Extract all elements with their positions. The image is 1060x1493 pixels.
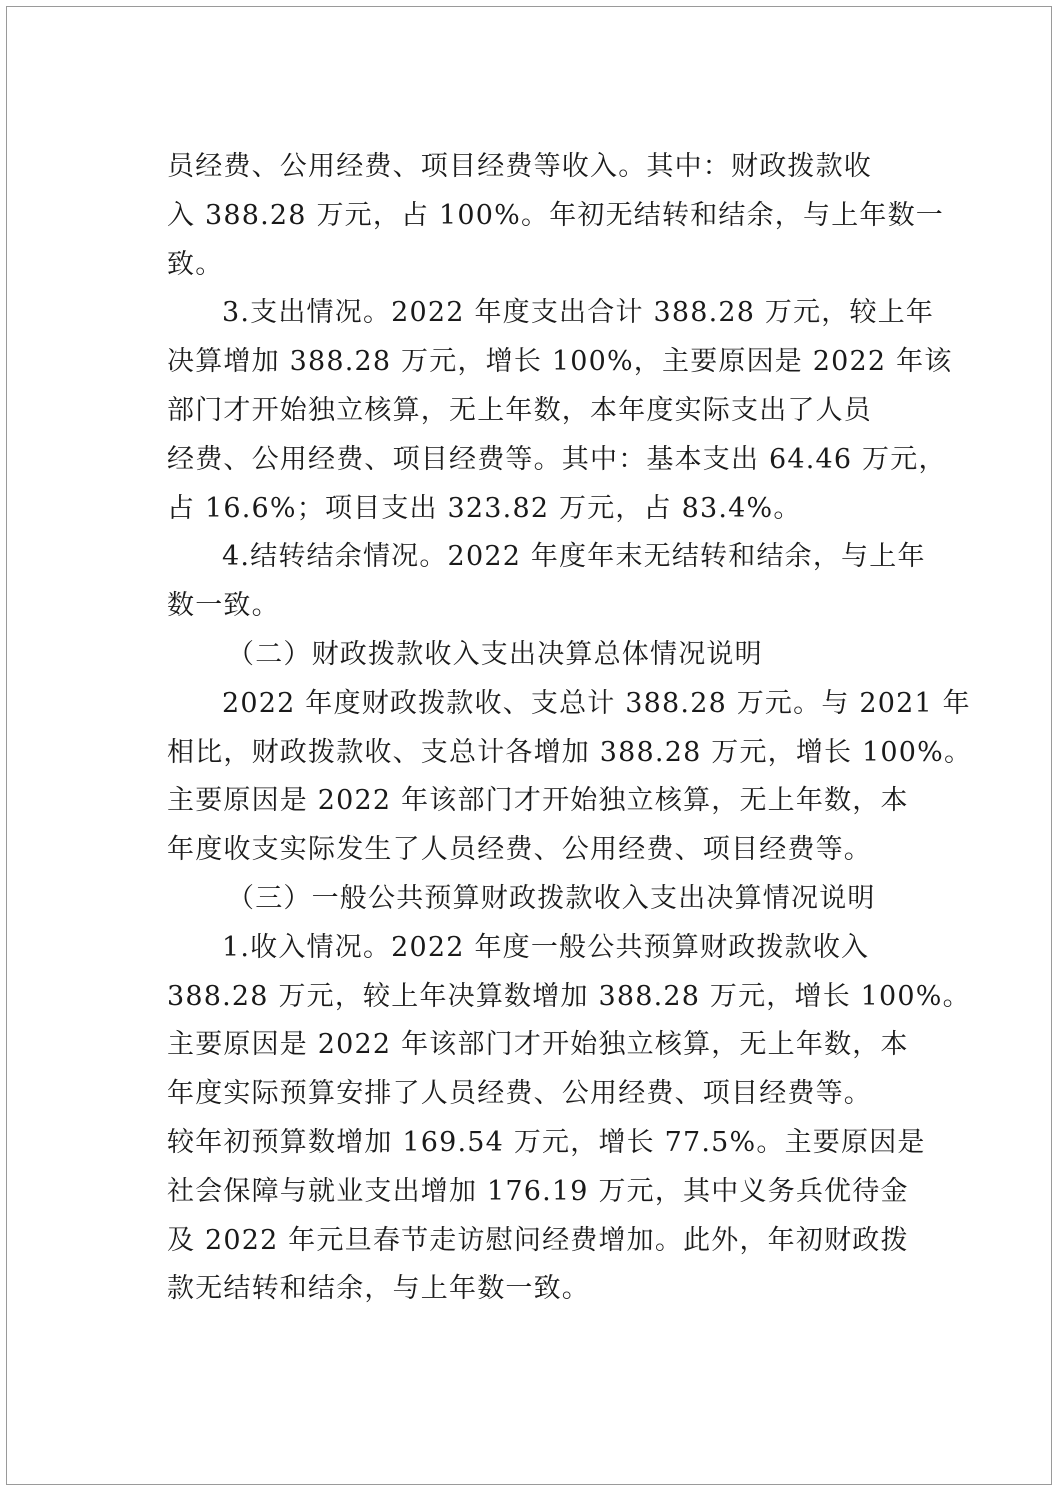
text-line: 占 16.6%；项目支出 323.82 万元，占 83.4%。 xyxy=(167,492,802,524)
text-line: 员经费、公用经费、项目经费等收入。其中：财政拨款收 xyxy=(167,151,872,182)
text-line: 2022 年度财政拨款收、支总计 388.28 万元。与 2021 年 xyxy=(222,687,971,719)
text-line: 决算增加 388.28 万元，增长 100%，主要原因是 2022 年该 xyxy=(167,346,953,378)
text-line: 较年初预算数增加 169.54 万元，增长 77.5%。主要原因是 xyxy=(167,1126,926,1158)
text-line: 入 388.28 万元，占 100%。年初无结转和结余，与上年数一 xyxy=(167,199,945,231)
section-heading: （三）一般公共预算财政拨款收入支出决算情况说明 xyxy=(227,882,876,914)
section-heading: （二）财政拨款收入支出决算总体情况说明 xyxy=(227,638,763,670)
document-page xyxy=(6,6,1052,1485)
text-line: 4.结转结余情况。2022 年度年末无结转和结余，与上年 xyxy=(222,541,926,573)
text-line: 数一致。 xyxy=(167,590,280,622)
text-line: 年度实际预算安排了人员经费、公用经费、项目经费等。 xyxy=(167,1078,872,1110)
text-line: 年度收支实际发生了人员经费、公用经费、项目经费等。 xyxy=(167,834,872,866)
text-line: 部门才开始独立核算，无上年数，本年度实际支出了人员 xyxy=(167,394,872,426)
text-line: 3.支出情况。2022 年度支出合计 388.28 万元，较上年 xyxy=(222,297,935,329)
document-body xyxy=(167,143,973,1314)
text-line: 主要原因是 2022 年该部门才开始独立核算，无上年数，本 xyxy=(167,1029,909,1061)
text-line: 1.收入情况。2022 年度一般公共预算财政拨款收入 xyxy=(222,931,870,963)
text-line: 致。 xyxy=(167,248,224,280)
text-line: 及 2022 年元旦春节走访慰问经费增加。此外，年初财政拨 xyxy=(167,1224,909,1256)
text-line: 主要原因是 2022 年该部门才开始独立核算，无上年数，本 xyxy=(167,785,909,817)
text-line: 社会保障与就业支出增加 176.19 万元，其中义务兵优待金 xyxy=(167,1175,909,1207)
text-line: 款无结转和结余，与上年数一致。 xyxy=(167,1273,590,1305)
text-line: 相比，财政拨款收、支总计各增加 388.28 万元，增长 100%。 xyxy=(167,736,973,768)
text-line: 388.28 万元，较上年决算数增加 388.28 万元，增长 100%。 xyxy=(167,980,971,1012)
text-line: 经费、公用经费、项目经费等。其中：基本支出 64.46 万元， xyxy=(167,443,947,475)
